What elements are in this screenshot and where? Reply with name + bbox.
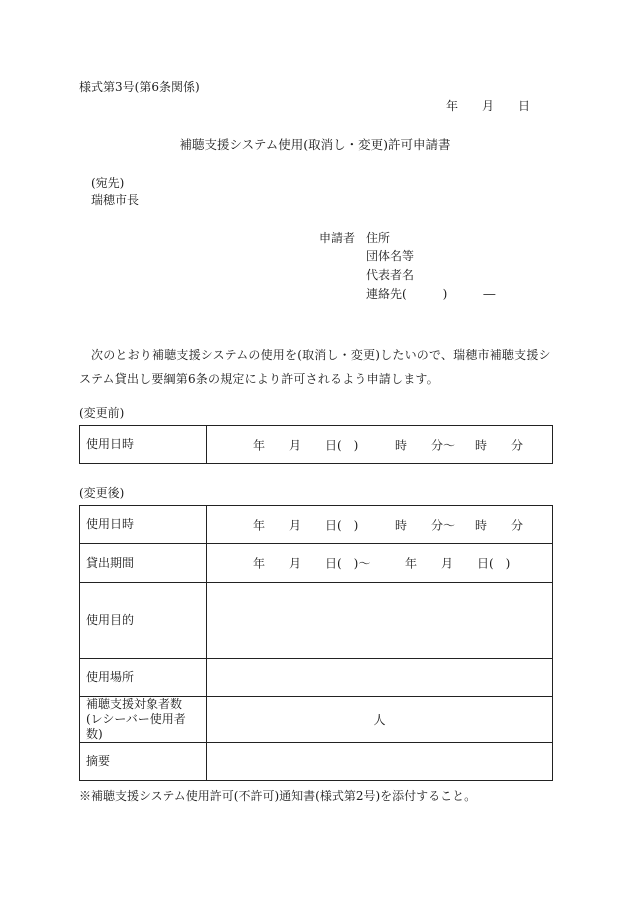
dt-year: 年: [253, 438, 266, 452]
after-change-table: [79, 505, 553, 781]
dt-min-tilde: 分～: [431, 518, 456, 532]
target-count-value[interactable]: [207, 697, 553, 743]
before-section-label: (変更前): [79, 406, 125, 420]
document-title: 補聴支援システム使用(取消し・変更)許可申請書: [179, 137, 451, 152]
purpose-value[interactable]: [207, 583, 553, 659]
lending-period-row: [80, 544, 553, 583]
dt-min2: 分: [511, 518, 524, 532]
lending-period-value[interactable]: [207, 544, 553, 583]
target-count-row: [80, 697, 553, 743]
lp-day-tilde: 日( )～: [325, 556, 371, 571]
dt-day: 日( ): [325, 438, 359, 452]
addressee-name: 瑞穂市長: [91, 193, 140, 207]
dt-min2: 分: [511, 438, 524, 452]
date-day-label: 日: [518, 99, 531, 113]
lp-day2: 日( ): [477, 556, 511, 571]
lending-period-label: 貸出期間: [80, 544, 207, 583]
applicant-org-label: 団体名等: [366, 249, 415, 263]
dt-min-tilde: 分～: [431, 438, 456, 452]
target-count-unit: 人: [373, 713, 386, 727]
before-change-table: [79, 425, 553, 464]
footnote: ※補聴支援システム使用許可(不許可)通知書(様式第2号)を添付すること。: [79, 789, 477, 803]
dt-month: 月: [289, 518, 302, 532]
lp-year2: 年: [405, 556, 418, 571]
lp-month2: 月: [441, 556, 454, 571]
addressee-label: (宛先): [91, 176, 125, 190]
dt-hour2: 時: [475, 438, 488, 452]
after-section-label: (変更後): [79, 486, 125, 500]
before-usage-datetime-label: 使用日時: [80, 426, 207, 464]
location-label: 使用場所: [80, 659, 207, 697]
location-value[interactable]: [207, 659, 553, 697]
dt-month: 月: [289, 438, 302, 452]
target-count-label-line2: (レシーバー使用者数): [86, 712, 186, 741]
remarks-label: 摘要: [80, 743, 207, 781]
form-number: 様式第3号(第6条関係): [79, 80, 200, 94]
applicant-contact-label: 連絡先( ) ―: [366, 287, 496, 301]
before-usage-datetime-row: [80, 426, 553, 464]
dt-hour: 時: [395, 438, 408, 452]
lp-month: 月: [289, 556, 302, 571]
date-month-label: 月: [482, 99, 495, 113]
purpose-row: [80, 583, 553, 659]
applicant-role: 申請者: [319, 231, 356, 245]
target-count-label: [80, 697, 207, 743]
location-row: [80, 659, 553, 697]
dt-year: 年: [253, 518, 266, 532]
after-usage-datetime-label: 使用日時: [80, 506, 207, 544]
dt-hour2: 時: [475, 518, 488, 532]
date-year-label: 年: [446, 99, 459, 113]
before-usage-datetime-value[interactable]: [207, 426, 553, 464]
after-usage-datetime-row: [80, 506, 553, 544]
dt-day: 日( ): [325, 518, 359, 532]
applicant-rep-label: 代表者名: [366, 268, 415, 282]
dt-hour: 時: [395, 518, 408, 532]
lp-year: 年: [253, 556, 266, 571]
target-count-label-line1: 補聴支援対象者数: [86, 697, 183, 711]
remarks-value[interactable]: [207, 743, 553, 781]
date-line: [446, 99, 530, 113]
remarks-row: [80, 743, 553, 781]
applicant-address-label: 住所: [366, 231, 391, 245]
after-usage-datetime-value[interactable]: [207, 506, 553, 544]
purpose-label: 使用目的: [80, 583, 207, 659]
request-statement: 次のとおり補聴支援システムの使用を(取消し・変更)したいので、瑞穂市補聴支援システム貸出し要綱第6条の規定により許可されるよう申請します。: [79, 348, 551, 386]
